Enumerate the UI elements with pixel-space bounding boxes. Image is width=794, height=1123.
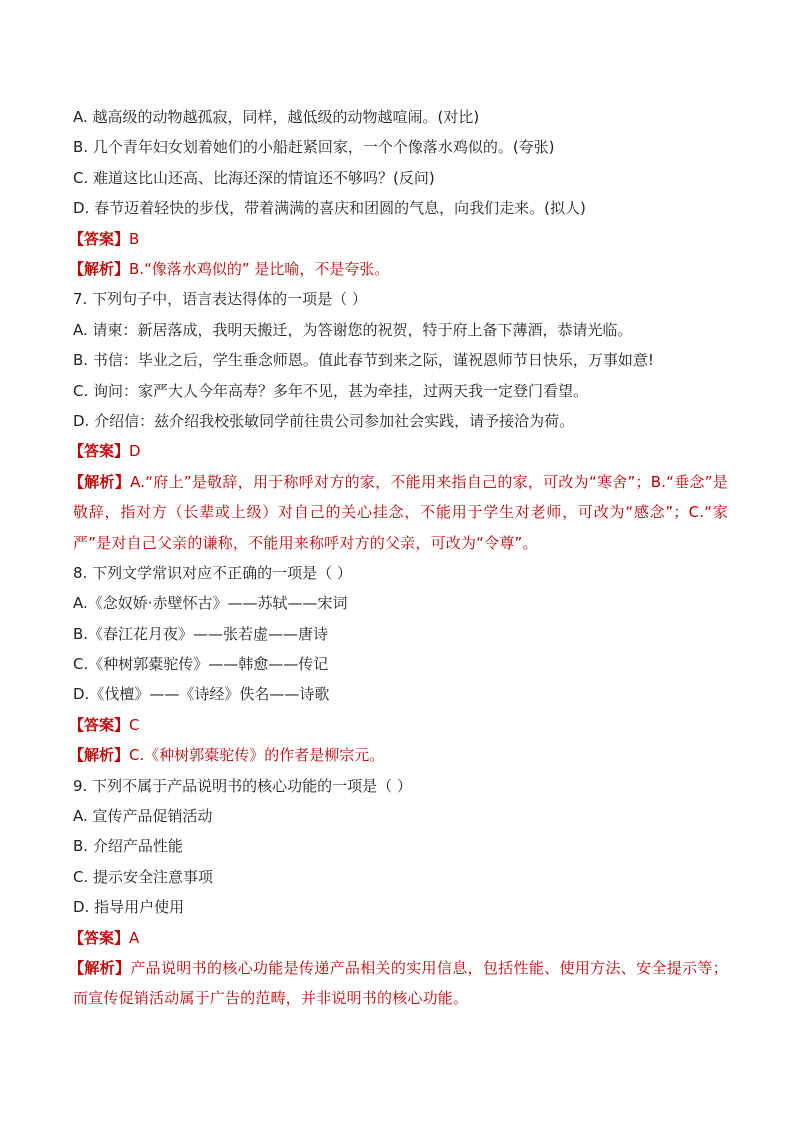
- q9-option-b: B. 介绍产品性能: [73, 837, 183, 856]
- page-content: [69, 102, 728, 1014]
- q7-option-d: D. 介绍信：兹介绍我校张敏同学前往贵公司参加社会实践，请予接洽为荷。: [73, 411, 575, 430]
- q7-stem: 7. 下列句子中，语言表达得体的一项是（ ）: [73, 290, 367, 309]
- q7-analysis: [69, 467, 728, 558]
- q6-option-d: D. 春节迈着轻快的步伐，带着满满的喜庆和团圆的气息，向我们走来。(拟人): [73, 199, 586, 218]
- q9-analysis: [69, 953, 728, 1014]
- analysis-text: 产品说明书的核心功能是传递产品相关的实用信息，包括性能、使用方法、安全提示等；而宣传促销活动属于广告的范畴，并非说明书的核心功能。: [73, 958, 728, 1008]
- q9-stem: 9. 下列不属于产品说明书的核心功能的一项是（ ）: [73, 776, 412, 795]
- q7-option-a: A. 请柬：新居落成，我明天搬迁，为答谢您的祝贺，特于府上备下薄酒，恭请光临。: [73, 320, 633, 339]
- answer-value: C: [129, 715, 140, 734]
- analysis-text: B.“像落水鸡似的” 是比喻，不是夸张。: [129, 259, 390, 278]
- analysis-text: C.《种树郭橐驼传》的作者是柳宗元。: [129, 746, 385, 765]
- answer-value: A: [129, 928, 140, 947]
- q6-analysis: [69, 254, 728, 284]
- q9-answer: [69, 923, 728, 953]
- q6-option-c: C. 难道这比山还高、比海还深的情谊还不够吗？(反问): [73, 168, 435, 187]
- answer-tag: 【答案】: [69, 928, 130, 947]
- answer-tag: 【答案】: [69, 229, 130, 248]
- q7-option-b: B. 书信：毕业之后，学生垂念师恩。值此春节到来之际，谨祝恩师节日快乐，万事如意!: [73, 351, 654, 370]
- q8-stem: 8. 下列文学常识对应不正确的一项是（ ）: [73, 563, 352, 582]
- q9-option-a: A. 宣传产品促销活动: [73, 807, 213, 826]
- q6-answer: [69, 224, 728, 254]
- q6-option-b: B. 几个青年妇女划着她们的小船赶紧回家，一个个像落水鸡似的。(夸张): [73, 138, 555, 157]
- q9-option-d: D. 指导用户使用: [73, 898, 185, 917]
- answer-value: D: [129, 442, 141, 461]
- q8-option-a: A.《念奴娇·赤壁怀古》——苏轼——宋词: [73, 594, 348, 613]
- q8-option-d: D.《伐檀》——《诗经》佚名——诗歌: [73, 685, 330, 704]
- answer-tag: 【答案】: [69, 715, 130, 734]
- answer-value: B: [129, 229, 140, 248]
- q7-answer: [69, 436, 728, 466]
- analysis-tag: 【解析】: [69, 259, 130, 278]
- q7-option-c: C. 询问：家严大人今年高寿？多年不见，甚为牵挂，过两天我一定登门看望。: [73, 381, 589, 400]
- q6-option-a: A. 越高级的动物越孤寂，同样，越低级的动物越喧闹。(对比): [73, 108, 480, 126]
- q8-option-b: B.《春江花月夜》——张若虚——唐诗: [73, 624, 329, 643]
- q8-analysis: [69, 740, 728, 770]
- analysis-text: A.“府上”是敬辞，用于称呼对方的家，不能用来指自己的家，可改为“寒舍”；B.“垂念”是敬辞，指对方（长辈或上级）对自己的关心挂念，不能用于学生对老师，可改为“感念”；C.“家严”是对自己父亲的谦称，不能用来称呼对方的父亲，可改为“令尊”。: [73, 472, 728, 552]
- analysis-tag: 【解析】: [69, 746, 130, 765]
- q8-option-c: C.《种树郭橐驼传》——韩愈——传记: [73, 655, 329, 674]
- analysis-tag: 【解析】: [69, 472, 131, 491]
- q9-option-c: C. 提示安全注意事项: [73, 867, 214, 886]
- q8-answer: [69, 710, 728, 740]
- answer-tag: 【答案】: [69, 442, 130, 461]
- analysis-tag: 【解析】: [69, 958, 131, 977]
